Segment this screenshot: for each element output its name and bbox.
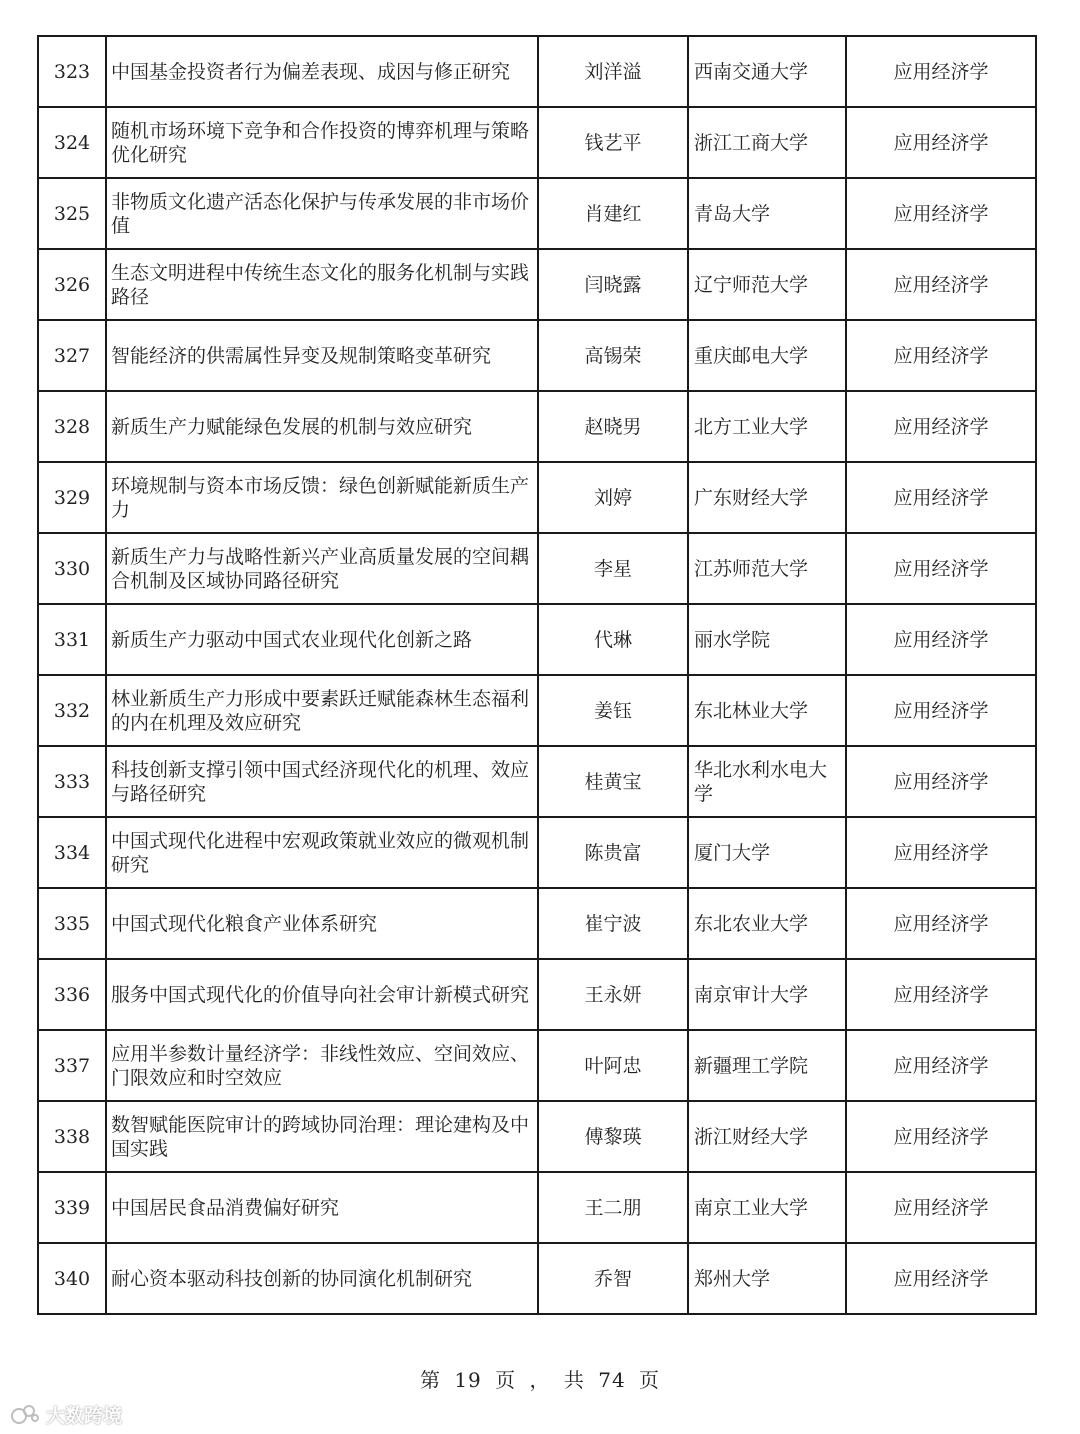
footer-total-unit: 页 — [639, 1368, 661, 1392]
project-title-cell: 数智赋能医院审计的跨域协同治理：理论建构及中国实践 — [106, 1101, 538, 1172]
row-number-cell: 328 — [38, 391, 106, 462]
table-row — [38, 1172, 1036, 1243]
institution-name-cell: 东北林业大学 — [688, 675, 846, 746]
applicant-name-cell: 肖建红 — [538, 178, 688, 249]
table-row — [38, 675, 1036, 746]
subject-name-cell: 应用经济学 — [846, 533, 1036, 604]
institution-name-cell: 重庆邮电大学 — [688, 320, 846, 391]
footer-page-number: 19 — [454, 1368, 482, 1392]
institution-name-cell: 厦门大学 — [688, 817, 846, 888]
subject-name-cell: 应用经济学 — [846, 107, 1036, 178]
applicant-name-cell: 钱艺平 — [538, 107, 688, 178]
project-title-cell: 生态文明进程中传统生态文化的服务化机制与实践路径 — [106, 249, 538, 320]
watermark-text: 大数跨境 — [46, 1405, 123, 1427]
applicant-name-cell: 赵晓男 — [538, 391, 688, 462]
subject-name-cell: 应用经济学 — [846, 675, 1036, 746]
subject-name-cell: 应用经济学 — [846, 746, 1036, 817]
project-title-cell: 耐心资本驱动科技创新的协同演化机制研究 — [106, 1243, 538, 1314]
row-number-cell: 325 — [38, 178, 106, 249]
table-row — [38, 462, 1036, 533]
row-number-cell: 329 — [38, 462, 106, 533]
row-number-cell: 323 — [38, 36, 106, 107]
institution-name-cell: 南京审计大学 — [688, 959, 846, 1030]
applicant-name-cell: 李星 — [538, 533, 688, 604]
table-row — [38, 249, 1036, 320]
footer-total-prefix: 共 — [563, 1368, 585, 1392]
project-list-sheet — [37, 35, 1035, 1315]
table-row — [38, 533, 1036, 604]
table-row — [38, 1030, 1036, 1101]
footer-total-pages: 74 — [598, 1368, 626, 1392]
institution-name-cell: 华北水利水电大学 — [688, 746, 846, 817]
project-title-cell: 科技创新支撑引领中国式经济现代化的机理、效应与路径研究 — [106, 746, 538, 817]
row-number-cell: 339 — [38, 1172, 106, 1243]
project-title-cell: 中国基金投资者行为偏差表现、成因与修正研究 — [106, 36, 538, 107]
applicant-name-cell: 崔宁波 — [538, 888, 688, 959]
row-number-cell: 340 — [38, 1243, 106, 1314]
page-footer — [0, 1364, 1080, 1393]
applicant-name-cell: 代琳 — [538, 604, 688, 675]
applicant-name-cell: 桂黄宝 — [538, 746, 688, 817]
institution-name-cell: 郑州大学 — [688, 1243, 846, 1314]
row-number-cell: 337 — [38, 1030, 106, 1101]
table-row — [38, 178, 1036, 249]
table-row — [38, 959, 1036, 1030]
row-number-cell: 336 — [38, 959, 106, 1030]
subject-name-cell: 应用经济学 — [846, 888, 1036, 959]
institution-name-cell: 广东财经大学 — [688, 462, 846, 533]
footer-prefix: 第 — [419, 1368, 441, 1392]
project-title-cell: 应用半参数计量经济学：非线性效应、空间效应、门限效应和时空效应 — [106, 1030, 538, 1101]
applicant-name-cell: 刘婷 — [538, 462, 688, 533]
project-table-body — [38, 36, 1036, 1314]
applicant-name-cell: 高锡荣 — [538, 320, 688, 391]
institution-name-cell: 北方工业大学 — [688, 391, 846, 462]
subject-name-cell: 应用经济学 — [846, 36, 1036, 107]
subject-name-cell: 应用经济学 — [846, 391, 1036, 462]
footer-separator: ， — [529, 1368, 551, 1392]
applicant-name-cell: 傅黎瑛 — [538, 1101, 688, 1172]
table-row — [38, 604, 1036, 675]
row-number-cell: 334 — [38, 817, 106, 888]
subject-name-cell: 应用经济学 — [846, 817, 1036, 888]
project-title-cell: 中国式现代化进程中宏观政策就业效应的微观机制研究 — [106, 817, 538, 888]
institution-name-cell: 江苏师范大学 — [688, 533, 846, 604]
subject-name-cell: 应用经济学 — [846, 959, 1036, 1030]
subject-name-cell: 应用经济学 — [846, 1101, 1036, 1172]
institution-name-cell: 浙江工商大学 — [688, 107, 846, 178]
subject-name-cell: 应用经济学 — [846, 604, 1036, 675]
applicant-name-cell: 陈贵富 — [538, 817, 688, 888]
row-number-cell: 330 — [38, 533, 106, 604]
project-title-cell: 新质生产力赋能绿色发展的机制与效应研究 — [106, 391, 538, 462]
footer-page-unit: 页 — [495, 1368, 517, 1392]
table-row — [38, 36, 1036, 107]
institution-name-cell: 新疆理工学院 — [688, 1030, 846, 1101]
institution-name-cell: 东北农业大学 — [688, 888, 846, 959]
project-title-cell: 中国式现代化粮食产业体系研究 — [106, 888, 538, 959]
institution-name-cell: 西南交通大学 — [688, 36, 846, 107]
applicant-name-cell: 闫晓露 — [538, 249, 688, 320]
table-row — [38, 320, 1036, 391]
project-title-cell: 随机市场环境下竞争和合作投资的博弈机理与策略优化研究 — [106, 107, 538, 178]
subject-name-cell: 应用经济学 — [846, 1172, 1036, 1243]
project-table — [37, 35, 1037, 1315]
watermark-logo-icon — [10, 1402, 40, 1428]
institution-name-cell: 浙江财经大学 — [688, 1101, 846, 1172]
project-title-cell: 智能经济的供需属性异变及规制策略变革研究 — [106, 320, 538, 391]
table-row — [38, 1101, 1036, 1172]
institution-name-cell: 南京工业大学 — [688, 1172, 846, 1243]
row-number-cell: 331 — [38, 604, 106, 675]
applicant-name-cell: 叶阿忠 — [538, 1030, 688, 1101]
table-row — [38, 746, 1036, 817]
row-number-cell: 332 — [38, 675, 106, 746]
applicant-name-cell: 王永妍 — [538, 959, 688, 1030]
row-number-cell: 335 — [38, 888, 106, 959]
table-row — [38, 1243, 1036, 1314]
project-title-cell: 非物质文化遗产活态化保护与传承发展的非市场价值 — [106, 178, 538, 249]
project-title-cell: 环境规制与资本市场反馈：绿色创新赋能新质生产力 — [106, 462, 538, 533]
project-title-cell: 中国居民食品消费偏好研究 — [106, 1172, 538, 1243]
subject-name-cell: 应用经济学 — [846, 249, 1036, 320]
project-title-cell: 林业新质生产力形成中要素跃迁赋能森林生态福利的内在机理及效应研究 — [106, 675, 538, 746]
row-number-cell: 326 — [38, 249, 106, 320]
subject-name-cell: 应用经济学 — [846, 1243, 1036, 1314]
applicant-name-cell: 刘洋溢 — [538, 36, 688, 107]
table-row — [38, 391, 1036, 462]
institution-name-cell: 青岛大学 — [688, 178, 846, 249]
table-row — [38, 888, 1036, 959]
table-row — [38, 817, 1036, 888]
subject-name-cell: 应用经济学 — [846, 462, 1036, 533]
subject-name-cell: 应用经济学 — [846, 320, 1036, 391]
project-title-cell: 新质生产力驱动中国式农业现代化创新之路 — [106, 604, 538, 675]
subject-name-cell: 应用经济学 — [846, 1030, 1036, 1101]
table-row — [38, 107, 1036, 178]
row-number-cell: 338 — [38, 1101, 106, 1172]
row-number-cell: 327 — [38, 320, 106, 391]
applicant-name-cell: 王二朋 — [538, 1172, 688, 1243]
applicant-name-cell: 姜钰 — [538, 675, 688, 746]
project-title-cell: 新质生产力与战略性新兴产业高质量发展的空间耦合机制及区域协同路径研究 — [106, 533, 538, 604]
applicant-name-cell: 乔智 — [538, 1243, 688, 1314]
project-title-cell: 服务中国式现代化的价值导向社会审计新模式研究 — [106, 959, 538, 1030]
institution-name-cell: 丽水学院 — [688, 604, 846, 675]
institution-name-cell: 辽宁师范大学 — [688, 249, 846, 320]
row-number-cell: 333 — [38, 746, 106, 817]
subject-name-cell: 应用经济学 — [846, 178, 1036, 249]
watermark — [10, 1401, 122, 1428]
row-number-cell: 324 — [38, 107, 106, 178]
